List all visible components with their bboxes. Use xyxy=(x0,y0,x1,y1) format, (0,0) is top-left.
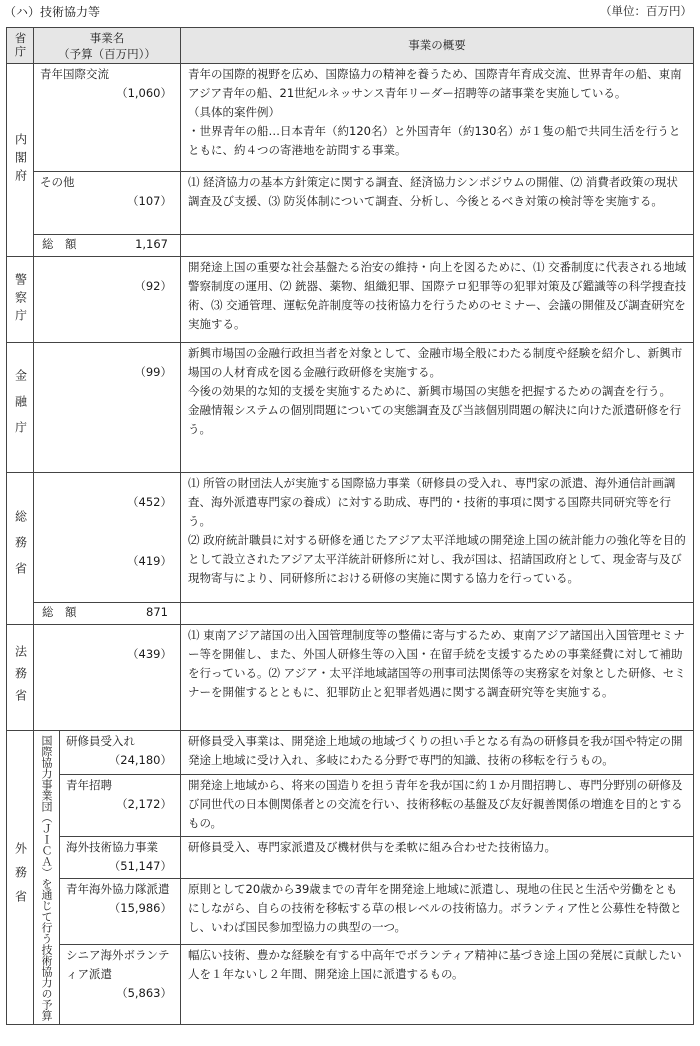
table-row xyxy=(7,879,694,945)
total-row xyxy=(7,235,694,257)
table-row xyxy=(7,473,694,603)
table-row xyxy=(7,945,694,1025)
project-cell: シニア海外ボランティア派遣 （5,863） xyxy=(60,945,181,1025)
jica-label: 国際協力事業団（ＪＩＣＡ）を通じて行う技術協力の予算 xyxy=(34,731,60,1025)
table-row xyxy=(7,343,694,473)
page-title: （ハ）技術協力等 xyxy=(4,5,101,19)
table-row xyxy=(7,837,694,879)
project-cell: （452） （419） xyxy=(34,473,181,603)
project-cell: （92） xyxy=(34,257,181,343)
ministry-cell: 総務省 xyxy=(7,473,34,625)
total-cell: 総 額 1,167 xyxy=(34,235,181,257)
technical-cooperation-table xyxy=(6,27,694,1025)
header-ministry: 省庁 xyxy=(7,28,34,64)
summary-cell: 幅広い技術、豊かな経験を有する中高年でボランティア精神に基づき途上国の発展に貢献したい人を１年ないし２年間、開発途上国に派遣するもの。 xyxy=(181,945,694,1025)
ministry-cell: 内閣府 xyxy=(7,64,34,257)
table-row xyxy=(7,172,694,235)
project-cell: 青年招聘 （2,172） xyxy=(60,775,181,837)
total-row xyxy=(7,603,694,625)
summary-cell: 原則として20歳から39歳までの青年を開発途上地域に派遣し、現地の住民と生活や労働をともにしながら、自らの技術を移転する草の根レベルの技術協力。ボランティア性と公募性を特徴とし、いわば国民参加型協力の典型の一つ。 xyxy=(181,879,694,945)
project-cell: （439） xyxy=(34,625,181,731)
ministry-cell: 法務省 xyxy=(7,625,34,731)
summary-cell: 研修員受入事業は、開発途上地域の地域づくりの担い手となる有為の研修員を我が国や特定の開発途上地域に受け入れ、多岐にわたる分野で専門的知識、技術の移転を行うもの。 xyxy=(181,731,694,775)
ministry-cell: 金融庁 xyxy=(7,343,34,473)
header-project: 事業名 （予算（百万円）） xyxy=(34,28,181,64)
table-row xyxy=(7,775,694,837)
ministry-cell: 外務省 xyxy=(7,731,34,1025)
project-cell: 青年海外協力隊派遣 （15,986） xyxy=(60,879,181,945)
summary-cell: 研修員受入、専門家派遣及び機材供与を柔軟に組み合わせた技術協力。 xyxy=(181,837,694,879)
unit-label: （単位：百万円） xyxy=(600,4,692,18)
header-summary: 事業の概要 xyxy=(181,28,694,64)
summary-cell: ⑴ 経済協力の基本方針策定に関する調査、経済協力シンポジウムの開催、⑵ 消費者政策の現状調査及び支援、⑶ 防災体制について調査、分析し、今後とるべき対策の検討等を実施する。 xyxy=(181,172,694,235)
total-cell: 総 額 871 xyxy=(34,603,181,625)
summary-cell: 開発途上地域から、将来の国造りを担う青年を我が国に約１か月間招聘し、専門分野別の研修及び同世代の日本側関係者との交流を行い、技術移転の基盤及び友好親善関係の増進を目的とするもの。 xyxy=(181,775,694,837)
summary-cell: ⑴ 東南アジア諸国の出入国管理制度等の整備に寄与するため、東南アジア諸国出入国管理セミナー等を開催し、また、外国人研修生等の入国・在留手続を支援するための事業経費に対して補助を行っている。⑵ アジア・太平洋地域諸国等の刑事司法関係等の実務家を対象とした研修、セミナーを開催するとともに、犯罪防止と犯罪者処遇に関する調査研究等を実施する。 xyxy=(181,625,694,731)
summary-cell: 新興市場国の金融行政担当者を対象として、金融市場全般にわたる制度や経験を紹介し、新興市場国の人材育成を図る金融行政研修を実施する。 今後の効果的な知的支援を実施するために、新興市場国の実態を把握するための調査を行う。 金融情報システムの個別問題についての実態調査及び当該個別問題の解決に向けた派遣研修を行う。 xyxy=(181,343,694,473)
project-cell: （99） xyxy=(34,343,181,473)
ministry-cell: 警察庁 xyxy=(7,257,34,343)
summary-cell: 開発途上国の重要な社会基盤たる治安の維持・向上を図るために、⑴ 交番制度に代表される地域警察制度の運用、⑵ 銃器、薬物、組織犯罪、国際テロ犯罪等の犯罪対策及び鑑識等の科学捜査技術、⑶ 交通管理、運転免許制度等の技術協力を行うためのセミナー、会議の開催及び調査研究を実施する。 xyxy=(181,257,694,343)
summary-cell: 青年の国際的視野を広め、国際協力の精神を養うため、国際青年育成交流、世界青年の船、東南アジア青年の船、21世紀ルネッサンス青年リーダー招聘等の諸事業を実施している。 （具体的案件例） ・世界青年の船…日本青年（約120名）と外国青年（約130名）が１隻の船で共同生活を行うとともに、約４つの寄港地を訪問する事業。 xyxy=(181,64,694,172)
table-row xyxy=(7,257,694,343)
project-cell: 研修員受入れ （24,180） xyxy=(60,731,181,775)
table-row xyxy=(7,625,694,731)
project-cell: 青年国際交流 （1,060） xyxy=(34,64,181,172)
project-cell: その他 （107） xyxy=(34,172,181,235)
summary-cell: ⑴ 所管の財団法人が実施する国際協力事業（研修員の受入れ、専門家の派遣、海外通信計画調査、海外派遣専門家の養成）に対する助成、専門的・技術的事項に関する国際共同研究等を行う。 ⑵ 政府統計職員に対する研修を通じたアジア太平洋地域の開発途上国の統計能力の強化等を目的として設立されたアジア太平洋統計研修所に対し、我が国は、招請国政府として、現金寄与及び現物寄与により、同研修所における研修の実施に関する協力を行っている。 xyxy=(181,473,694,603)
table-row xyxy=(7,64,694,172)
table-row xyxy=(7,731,694,775)
project-cell: 海外技術協力事業 （51,147） xyxy=(60,837,181,879)
